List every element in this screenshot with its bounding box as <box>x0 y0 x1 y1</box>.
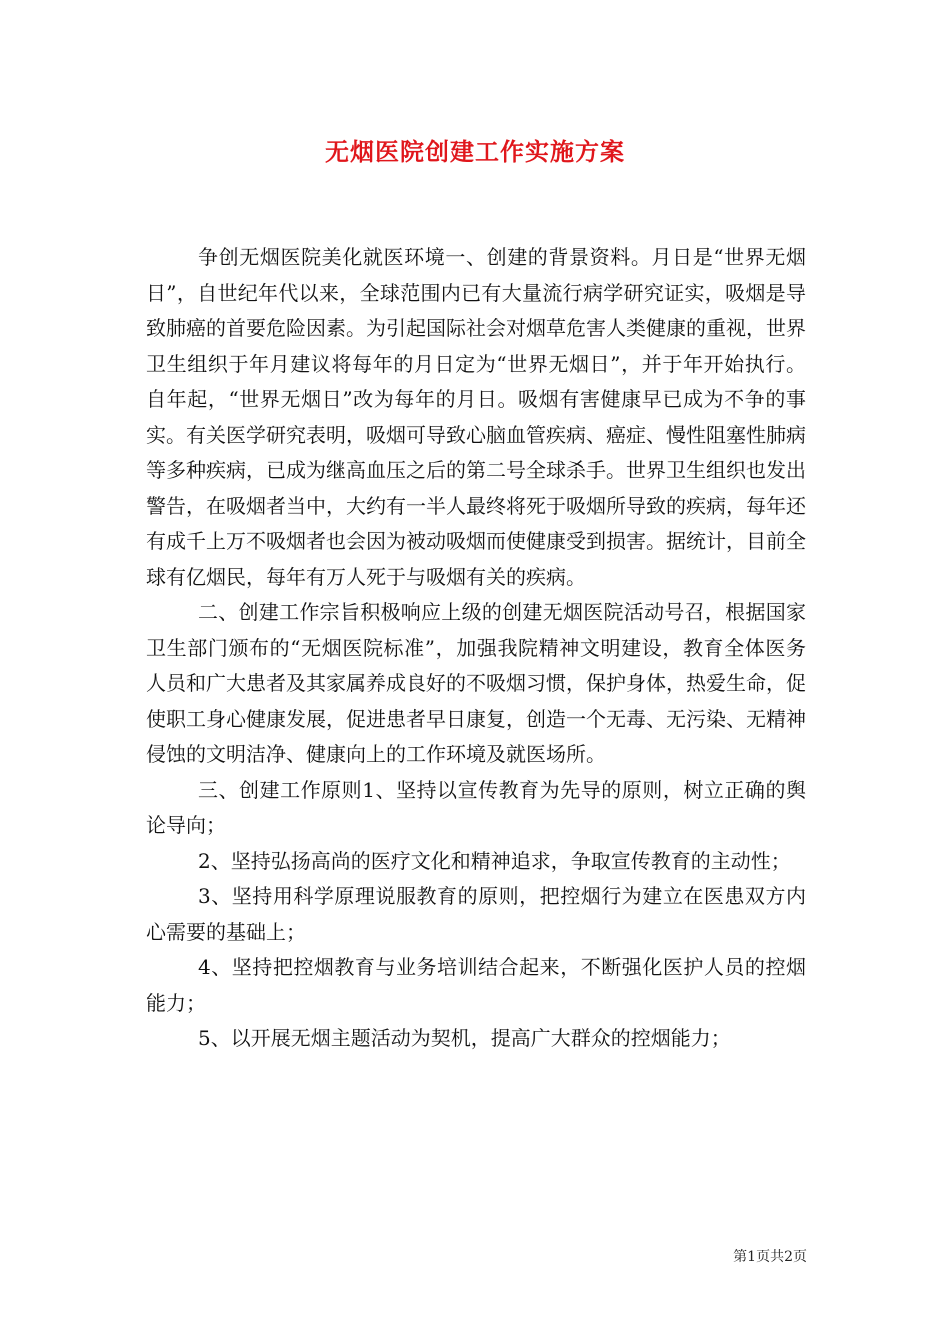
document-body <box>146 240 806 1057</box>
document-title: 无烟医院创建工作实施方案 <box>325 137 625 166</box>
paragraph-principle-2: 2、坚持弘扬高尚的医疗文化和精神追求，争取宣传教育的主动性； <box>198 848 791 873</box>
page-number-footer: 第1页共2页 <box>733 1249 807 1265</box>
paragraph-principle-5: 5、以开展无烟主题活动为契机，提高广大群众的控烟能力； <box>198 1026 731 1050</box>
paragraph-background: 争创无烟医院美化就医环境一、创建的背景资料。月日是“世界无烟日”，自世纪年代以来，全球范围内已有大量流行病学研究证实，吸烟是导致肺癌的首要危险因素。为引起国际社会对烟草危害人类健康的重视，世界卫生组织于年月建议将每年的月日定为“世界无烟日”，并于年开始执行。自年起，“世界无烟日”改为每年的月日。吸烟有害健康早已成为不争的事实。有关医学研究表明，吸烟可导致心脑血管疾病、癌症、慢性阻塞性肺病等多种疾病，已成为继高血压之后的第二号全球杀手。世界卫生组织也发出警告，在吸烟者当中，大约有一半人最终将死于吸烟所导致的疾病，每年还有成千上万不吸烟者也会因为被动吸烟而使健康受到损害。据统计，目前全球有亿烟民，每年有万人死于与吸烟有关的疾病。 <box>146 245 806 589</box>
paragraph-purpose: 二、创建工作宗旨积极响应上级的创建无烟医院活动号召，根据国家卫生部门颁布的“无烟医院标准”，加强我院精神文明建设，教育全体医务人员和广大患者及其家属养成良好的不吸烟习惯，保护身体，热爱生命，促使职工身心健康发展，促进患者早日康复，创造一个无毒、无污染、无精神侵蚀的文明洁净、健康向上的工作环境及就医场所。 <box>146 600 806 766</box>
paragraph-principle-3: 3、坚持用科学原理说服教育的原则，把控烟行为建立在医患双方内心需要的基础上； <box>146 884 806 944</box>
paragraph-principle-1: 三、创建工作原则1、坚持以宣传教育为先导的原则，树立正确的舆论导向； <box>146 777 806 837</box>
paragraph-principle-4: 4、坚持把控烟教育与业务培训结合起来，不断强化医护人员的控烟能力； <box>146 955 806 1015</box>
